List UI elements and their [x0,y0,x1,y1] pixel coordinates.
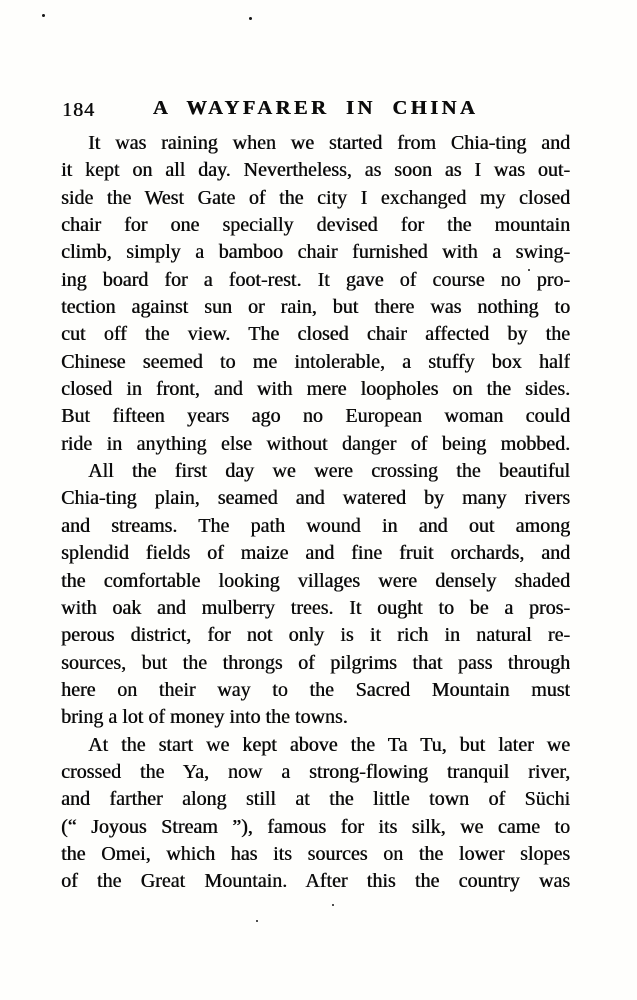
text-line: ing board for a foot-rest. It gave of course no pro- [61,268,570,291]
text-line: chair for one specially devised for the mountain [61,214,570,237]
text-line: climb, simply a bamboo chair furnished with a swing- [61,241,570,264]
text-line: the Omei, which has its sources on the lower slopes [61,842,570,865]
text-line: side the West Gate of the city I exchanged my closed [61,186,570,209]
text-line: and farther along still at the little town of Süchi [61,788,570,811]
text-line: the comfortable looking villages were densely shaded [61,569,570,592]
text-line: tection against sun or rain, but there was nothing to [61,296,570,319]
paragraph [61,130,570,458]
text-line: sources, but the throngs of pilgrims that pass through [61,651,570,674]
text-line: bring a lot of money into the towns. [61,706,348,729]
scan-speck [249,17,252,20]
text-line: closed in front, and with mere loopholes on the sides. [61,378,570,401]
text-line: But fifteen years ago no European woman could [61,405,570,428]
page-body [61,130,570,896]
scan-speck [332,904,334,906]
text-line: Chinese seemed to me intolerable, a stuffy box half [61,350,570,373]
text-line: ride in anything else without danger of being mobbed. [61,432,570,455]
text-line: with oak and mulberry trees. It ought to be a pros- [61,596,570,619]
scan-speck [42,14,45,17]
text-line: At the start we kept above the Ta Tu, but later we [88,733,570,756]
text-line: Chia-ting plain, seamed and watered by many rivers [61,487,570,510]
running-title: A WAYFARER IN CHINA [152,97,479,119]
text-line: cut off the view. The closed chair affected by the [61,323,570,346]
page-number: 184 [62,99,95,121]
paragraph [61,458,570,731]
scan-speck [256,920,258,922]
text-line: All the first day we were crossing the beautiful [88,460,570,483]
text-line: and streams. The path wound in and out among [61,514,570,537]
text-line: crossed the Ya, now a strong-flowing tranquil river, [61,760,570,783]
paragraph [61,732,570,896]
text-line: It was raining when we started from Chia-ting and [88,132,570,154]
text-line: (“ Joyous Stream ”), famous for its silk, we came to [61,815,570,838]
text-line: perous district, for not only is it rich in natural re- [61,624,570,647]
text-line: here on their way to the Sacred Mountain must [61,678,570,701]
text-line: it kept on all day. Nevertheless, as soon as I was out- [61,159,570,182]
text-line: of the Great Mountain. After this the country was [61,870,570,893]
text-line: splendid fields of maize and fine fruit orchards, and [61,542,570,565]
page-header [61,97,570,123]
